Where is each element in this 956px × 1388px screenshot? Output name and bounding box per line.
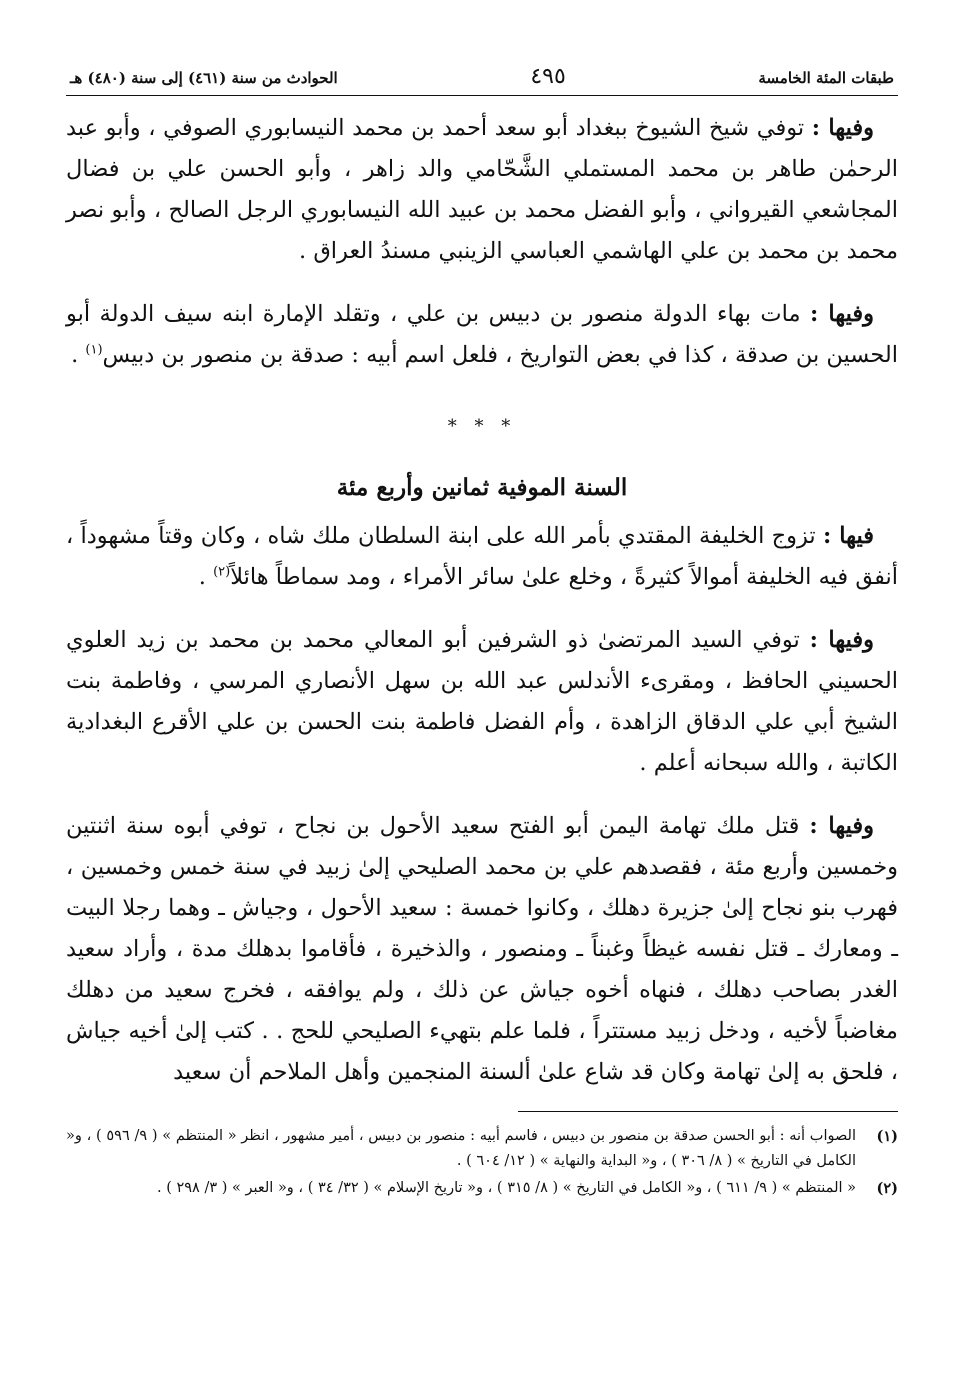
footnote [66, 1124, 898, 1174]
paragraph-lead: وفيها : [809, 627, 874, 653]
paragraph [66, 108, 898, 272]
paragraph [66, 294, 898, 376]
paragraph-text: مات بهاء الدولة منصور بن دبيس بن علي ، وتقلد الإمارة ابنه سيف الدولة أبو الحسين بن صدقة ، كذا في بعض التواريخ ، فلعل اسم أبيه : صدقة بن منصور بن دبيس [66, 301, 898, 368]
footnote-divider [518, 1111, 898, 1112]
paragraph-text: تزوج الخليفة المقتدي بأمر الله على ابنة السلطان ملك شاه ، وكان وقتاً مشهوداً ، أنفق فيه الخليفة أموالاً كثيرةً ، وخلع علىٰ سائر الأمراء ، ومد سماطاً هائلاً [66, 523, 898, 590]
section-title: السنة الموفية ثمانين وأربع مئة [336, 474, 628, 501]
paragraph-lead: وفيها : [811, 115, 874, 141]
footnote-number: (٢) [876, 1180, 898, 1197]
footnote-text: « المنتظم » ( ٩/ ٦١١ ) ، و« الكامل في التاريخ » ( ٨/ ٣١٥ ) ، و« تاريخ الإسلام » ( ٣٢/ ٣٤ ) ، و« العبر » ( ٣/ ٢٩٨ ) . [157, 1180, 856, 1196]
running-header [66, 64, 898, 96]
footnote-ref[interactable]: (٢) [213, 564, 231, 580]
section-separator: * * * [447, 416, 517, 437]
paragraph-tail: . [71, 342, 86, 368]
paragraph-lead: وفيها : [809, 301, 874, 327]
paragraph-text: توفي شيخ الشيوخ ببغداد أبو سعد أحمد بن محمد النيسابوري الصوفي ، وأبو عبد الرحمٰن طاهر بن محمد المستملي الشَّحّامي والد زاهر ، وأبو الحسن علي بن فضال المجاشعي القيرواني ، وأبو الفضل محمد بن عبيد الله النيسابوري الرجل الصالح ، وأبو نصر محمد بن محمد بن علي الهاشمي العباسي الزينبي مسندُ العراق . [66, 115, 898, 264]
paragraph-tail: . [198, 564, 214, 590]
footnote-ref[interactable]: (١) [85, 342, 103, 358]
footnotes [66, 1124, 898, 1201]
footnote-number: (١) [876, 1128, 898, 1145]
main-text [66, 108, 898, 1093]
header-book-title: طبقات المئة الخامسة [758, 69, 894, 87]
paragraph-text: قتل ملك تهامة اليمن أبو الفتح سعيد الأحول بن نجاح ، توفي أبوه سنة اثنتين وخمسين وأربع مئة ، فقصدهم علي بن محمد الصليحي إلىٰ زبيد في سنة خمس وخمسين ، فهرب بنو نجاح إلىٰ جزيرة دهلك ، وكانوا خمسة : سعيد الأحول ، وجياش ـ وهما رجلا البيت ـ ومعارك ـ قتل نفسه غيظاً وغبناً ـ ومنصور ، والذخيرة ، فأقاموا بدهلك مدة ، وأراد سعيد الغدر بصاحب دهلك ، فنهاه أخوه جياش عن ذلك ، ولم يوافقه ، فخرج سعيد من دهلك مغاضباً لأخيه ، ودخل زبيد مستتراً ، فلما علم بتهيء الصليحي للحج . . كتب إلىٰ أخيه جياش ، فلحق به إلىٰ تهامة وكان قد شاع علىٰ ألسنة المنجمين وأهل الملاحم أن سعيد [66, 813, 898, 1085]
header-chapter-range: الحوادث من سنة (٤٦١) إلى سنة (٤٨٠) هـ [70, 69, 338, 87]
paragraph-text: توفي السيد المرتضىٰ ذو الشرفين أبو المعالي محمد بن محمد بن زيد العلوي الحسيني الحافظ ، ومقرىء الأندلس عبد الله بن سهل الأنصاري المرسي ، وفاطمة بنت الشيخ أبي علي الدقاق الزاهدة ، وأم الفضل فاطمة بنت الحسن بن علي الأقرع البغدادية الكاتبة ، والله سبحانه أعلم . [66, 627, 898, 776]
footnote [66, 1176, 898, 1201]
paragraph-lead: فيها : [822, 523, 875, 549]
footnote-text: الصواب أنه : أبو الحسن صدقة بن منصور بن دبيس ، فاسم أبيه : منصور بن دبيس ، أمير مشهور ، انظر « المنتظم » ( ٩/ ٥٩٦ ) ، و« الكامل في التاريخ » ( ٨/ ٣٠٦ ) ، و« البداية والنهاية » ( ١٢/ ٦٠٤ ) . [66, 1128, 856, 1169]
page-number: ٤٩٥ [530, 64, 566, 89]
paragraph [66, 806, 898, 1093]
paragraph [66, 620, 898, 784]
paragraph [66, 516, 898, 598]
paragraph-lead: وفيها : [809, 813, 874, 839]
